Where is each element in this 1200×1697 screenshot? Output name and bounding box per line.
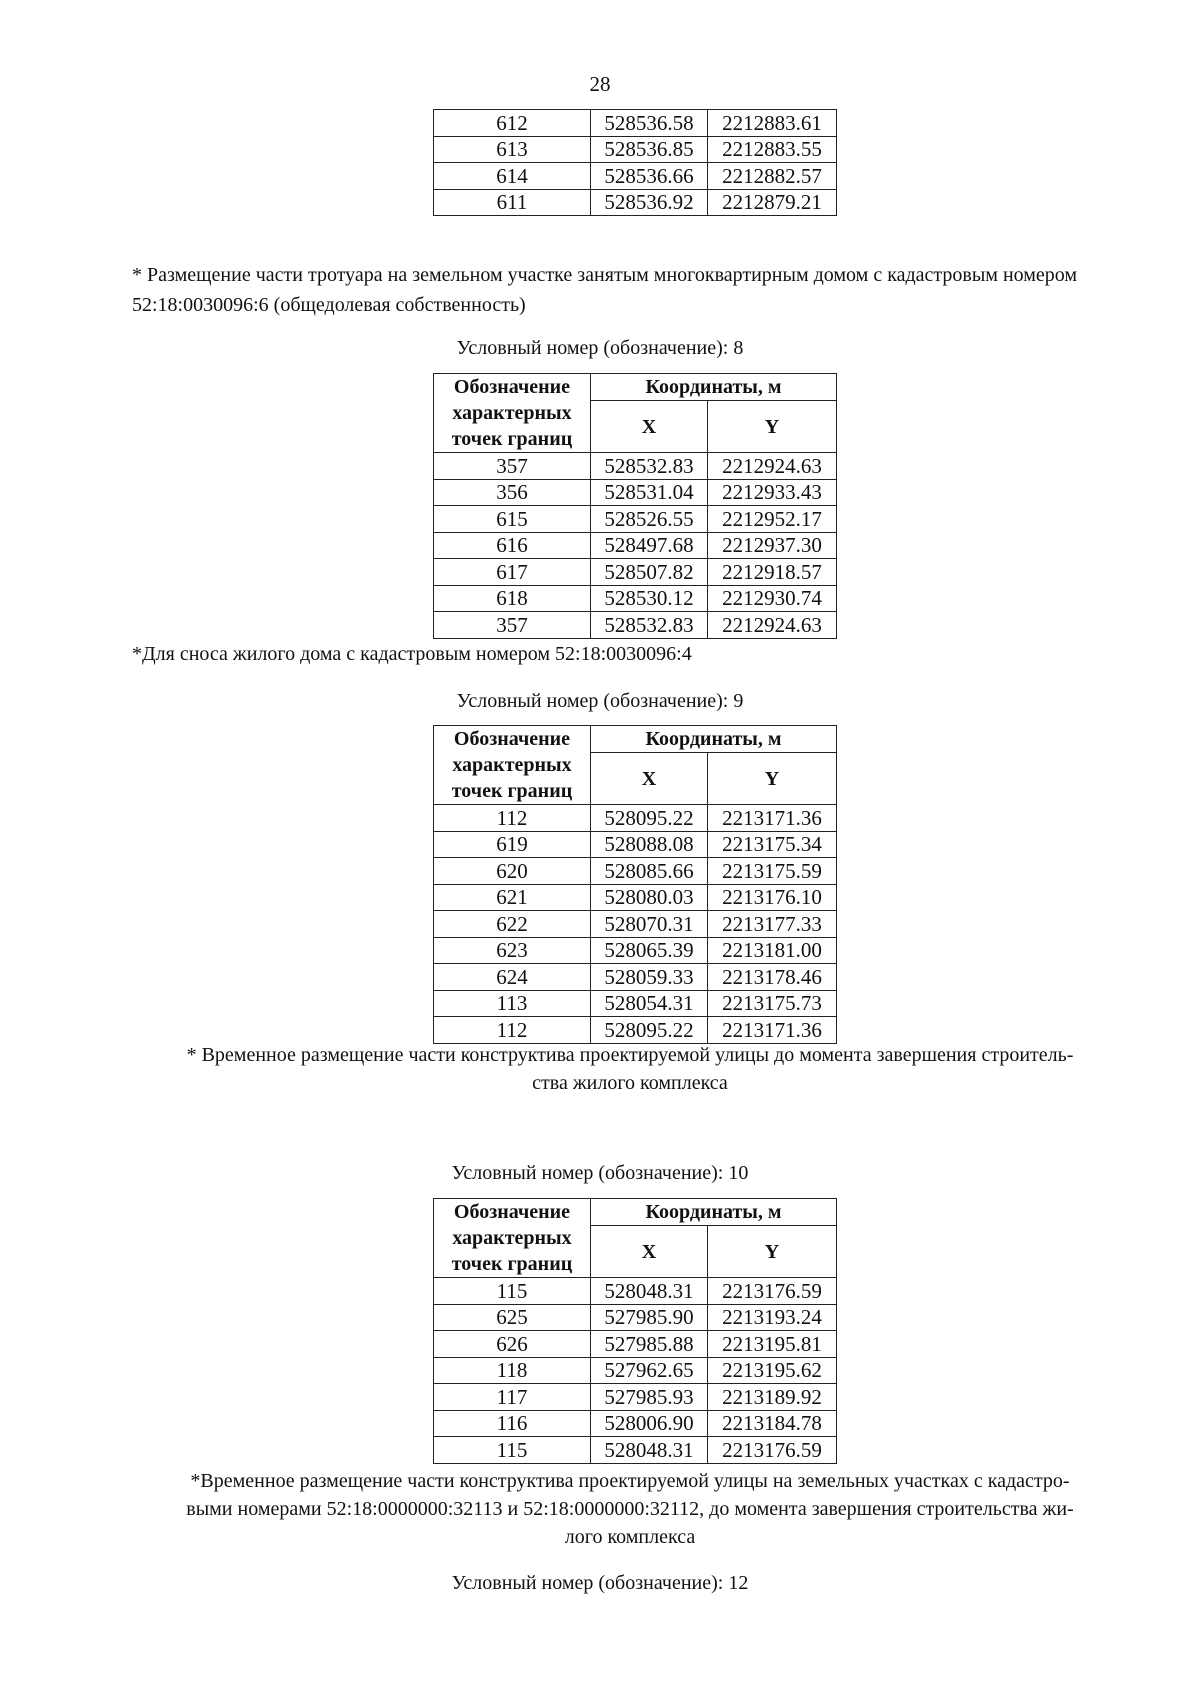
y-cell: 2212952.17 <box>708 506 837 533</box>
x-cell: 528526.55 <box>591 506 708 533</box>
y-cell: 2212918.57 <box>708 559 837 586</box>
x-cell: 528532.83 <box>591 612 708 639</box>
header-x: X <box>591 401 708 453</box>
x-cell: 527985.93 <box>591 1384 708 1411</box>
point-id-cell: 618 <box>434 585 591 612</box>
point-id-cell: 620 <box>434 858 591 885</box>
table-body <box>434 110 837 216</box>
table-body <box>434 453 837 639</box>
caption-10: Условный номер (обозначение): 10 <box>451 1162 749 1184</box>
x-cell: 528531.04 <box>591 479 708 506</box>
note-temporary-plots <box>130 1467 1130 1551</box>
y-cell: 2213176.59 <box>708 1437 837 1464</box>
y-cell: 2212883.55 <box>708 136 837 163</box>
point-id-cell: 619 <box>434 831 591 858</box>
x-cell: 528095.22 <box>591 1017 708 1044</box>
point-id-cell: 616 <box>434 532 591 559</box>
table-row <box>434 1278 837 1305</box>
header-label <box>434 726 591 805</box>
table-row <box>434 884 837 911</box>
y-cell: 2212933.43 <box>708 479 837 506</box>
x-cell: 528536.66 <box>591 163 708 190</box>
table-row <box>434 1410 837 1437</box>
table-body <box>434 805 837 1044</box>
point-id-cell: 115 <box>434 1437 591 1464</box>
caption-8: Условный номер (обозначение): 8 <box>456 337 744 359</box>
y-cell: 2213193.24 <box>708 1304 837 1331</box>
table-row <box>434 805 837 832</box>
table-header <box>434 374 837 453</box>
point-id-cell: 615 <box>434 506 591 533</box>
y-cell: 2212924.63 <box>708 612 837 639</box>
x-cell: 527962.65 <box>591 1357 708 1384</box>
header-coords: Координаты, м <box>591 374 837 401</box>
note-line: лого комплекса <box>564 1526 696 1548</box>
coords-table-8 <box>433 373 837 639</box>
point-id-cell: 622 <box>434 911 591 938</box>
y-cell: 2212882.57 <box>708 163 837 190</box>
point-id-cell: 617 <box>434 559 591 586</box>
point-id-cell: 612 <box>434 110 591 137</box>
coords-table-continued <box>433 109 837 216</box>
table-row <box>434 136 837 163</box>
table-row <box>434 479 837 506</box>
table-header <box>434 1199 837 1278</box>
table-row <box>434 937 837 964</box>
x-cell: 528532.83 <box>591 453 708 480</box>
coords-table-9 <box>433 725 837 1044</box>
x-cell: 528048.31 <box>591 1278 708 1305</box>
point-id-cell: 626 <box>434 1331 591 1358</box>
point-id-cell: 117 <box>434 1384 591 1411</box>
header-label-line: точек границ <box>451 780 573 802</box>
y-cell: 2213176.59 <box>708 1278 837 1305</box>
header-y: Y <box>708 753 837 805</box>
caption-9: Условный номер (обозначение): 9 <box>456 690 744 712</box>
y-cell: 2213177.33 <box>708 911 837 938</box>
header-label-line: Обозначение <box>453 376 571 398</box>
point-id-cell: 112 <box>434 1017 591 1044</box>
x-cell: 528536.58 <box>591 110 708 137</box>
point-id-cell: 356 <box>434 479 591 506</box>
note-line: * Временное размещение части конструктива проектируемой улицы до момента завершения строитель- <box>186 1044 1074 1066</box>
table-row <box>434 990 837 1017</box>
table-row <box>434 453 837 480</box>
table-row <box>434 532 837 559</box>
y-cell: 2212879.21 <box>708 189 837 216</box>
header-label-line: точек границ <box>451 428 573 450</box>
header-x: X <box>591 1226 708 1278</box>
y-cell: 2213181.00 <box>708 937 837 964</box>
header-label-line: характерных <box>452 754 572 776</box>
table-row <box>434 1304 837 1331</box>
caption-12: Условный номер (обозначение): 12 <box>451 1572 749 1594</box>
x-cell: 528536.92 <box>591 189 708 216</box>
table-row <box>434 1437 837 1464</box>
point-id-cell: 625 <box>434 1304 591 1331</box>
header-label-line: Обозначение <box>453 1201 571 1223</box>
point-id-cell: 116 <box>434 1410 591 1437</box>
point-id-cell: 613 <box>434 136 591 163</box>
y-cell: 2212937.30 <box>708 532 837 559</box>
table-row <box>434 964 837 991</box>
x-cell: 528065.39 <box>591 937 708 964</box>
table-row <box>434 559 837 586</box>
point-id-cell: 614 <box>434 163 591 190</box>
header-label-line: точек границ <box>451 1253 573 1275</box>
y-cell: 2212924.63 <box>708 453 837 480</box>
y-cell: 2213171.36 <box>708 1017 837 1044</box>
x-cell: 528048.31 <box>591 1437 708 1464</box>
point-id-cell: 118 <box>434 1357 591 1384</box>
point-id-cell: 113 <box>434 990 591 1017</box>
note-line: ства жилого комплекса <box>532 1072 728 1094</box>
header-label <box>434 374 591 453</box>
header-label-line: характерных <box>452 1227 572 1249</box>
header-coords: Координаты, м <box>591 1199 837 1226</box>
table-header <box>434 726 837 805</box>
point-id-cell: 357 <box>434 453 591 480</box>
table-row <box>434 1384 837 1411</box>
x-cell: 528080.03 <box>591 884 708 911</box>
x-cell: 528530.12 <box>591 585 708 612</box>
x-cell: 528006.90 <box>591 1410 708 1437</box>
table-row <box>434 831 837 858</box>
header-label-line: характерных <box>452 402 572 424</box>
table-row <box>434 506 837 533</box>
coords-table-10 <box>433 1198 837 1464</box>
x-cell: 528059.33 <box>591 964 708 991</box>
y-cell: 2213175.59 <box>708 858 837 885</box>
header-y: Y <box>708 401 837 453</box>
note-temporary-street <box>130 1041 1130 1097</box>
table-row <box>434 612 837 639</box>
table-row <box>434 163 837 190</box>
point-id-cell: 623 <box>434 937 591 964</box>
x-cell: 528070.31 <box>591 911 708 938</box>
point-id-cell: 611 <box>434 189 591 216</box>
point-id-cell: 115 <box>434 1278 591 1305</box>
table-row <box>434 189 837 216</box>
y-cell: 2213175.73 <box>708 990 837 1017</box>
note-demolition: *Для сноса жилого дома с кадастровым номером 52:18:0030096:4 <box>132 643 692 665</box>
table-row <box>434 1017 837 1044</box>
x-cell: 528054.31 <box>591 990 708 1017</box>
y-cell: 2213189.92 <box>708 1384 837 1411</box>
header-coords: Координаты, м <box>591 726 837 753</box>
x-cell: 528095.22 <box>591 805 708 832</box>
page-number: 28 <box>589 72 611 96</box>
table-row <box>434 1331 837 1358</box>
table-row <box>434 1357 837 1384</box>
x-cell: 528536.85 <box>591 136 708 163</box>
table-row <box>434 585 837 612</box>
table-row <box>434 858 837 885</box>
x-cell: 528497.68 <box>591 532 708 559</box>
point-id-cell: 112 <box>434 805 591 832</box>
x-cell: 528088.08 <box>591 831 708 858</box>
x-cell: 527985.90 <box>591 1304 708 1331</box>
table-row <box>434 110 837 137</box>
y-cell: 2213178.46 <box>708 964 837 991</box>
y-cell: 2212930.74 <box>708 585 837 612</box>
point-id-cell: 357 <box>434 612 591 639</box>
y-cell: 2213195.81 <box>708 1331 837 1358</box>
note-sidewalk: * Размещение части тротуара на земельном участке занятым многоквартирным домом с кадастровым номером 52:18:0030096:6 (общедолевая собственность) <box>132 264 1078 316</box>
header-label-line: Обозначение <box>453 728 571 750</box>
x-cell: 528085.66 <box>591 858 708 885</box>
y-cell: 2213175.34 <box>708 831 837 858</box>
y-cell: 2213195.62 <box>708 1357 837 1384</box>
note-line: *Временное размещение части конструктива проектируемой улицы на земельных участках с кадастро- <box>190 1470 1070 1492</box>
header-y: Y <box>708 1226 837 1278</box>
header-x: X <box>591 753 708 805</box>
x-cell: 527985.88 <box>591 1331 708 1358</box>
point-id-cell: 624 <box>434 964 591 991</box>
y-cell: 2213184.78 <box>708 1410 837 1437</box>
x-cell: 528507.82 <box>591 559 708 586</box>
table-row <box>434 911 837 938</box>
y-cell: 2213176.10 <box>708 884 837 911</box>
y-cell: 2213171.36 <box>708 805 837 832</box>
header-label <box>434 1199 591 1278</box>
point-id-cell: 621 <box>434 884 591 911</box>
table-body <box>434 1278 837 1464</box>
note-line: выми номерами 52:18:0000000:32113 и 52:18:0000000:32112, до момента завершения строительства жи- <box>186 1498 1074 1520</box>
y-cell: 2212883.61 <box>708 110 837 137</box>
